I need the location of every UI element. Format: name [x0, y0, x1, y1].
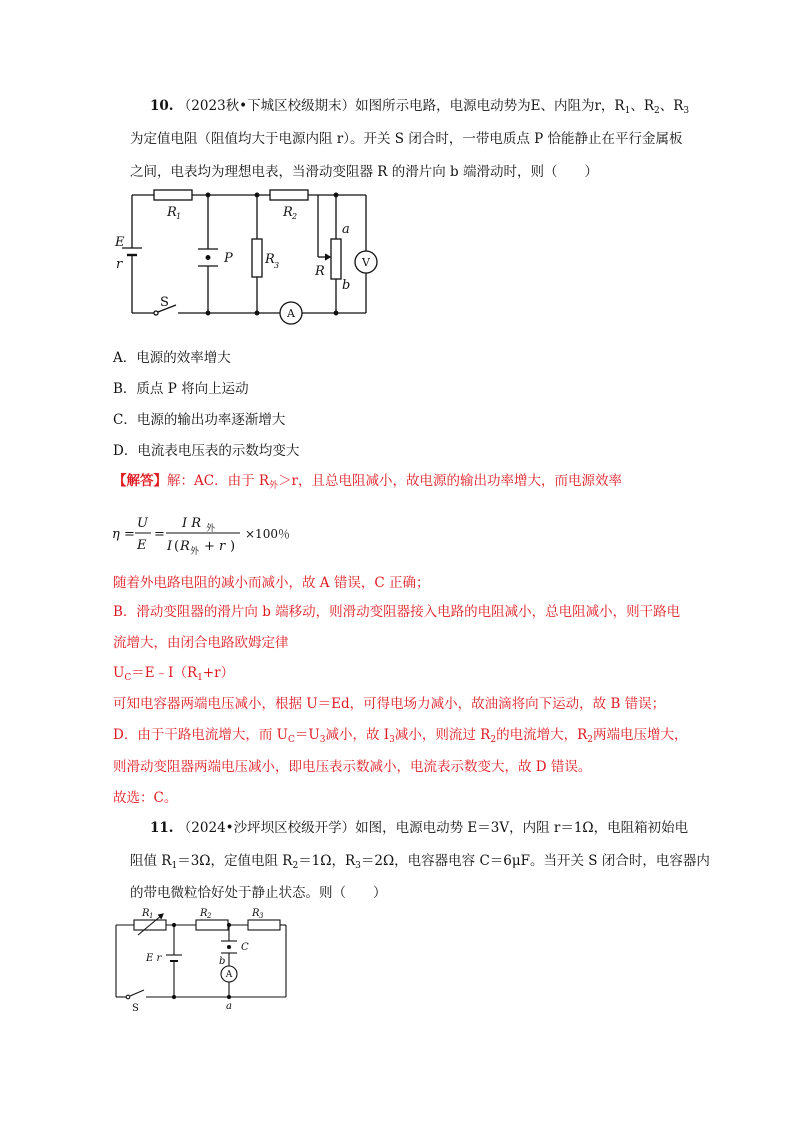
resistor-r3: [252, 239, 262, 277]
q10-number: 10.: [150, 98, 174, 114]
answer-d-line2: 则滑动变阻器两端电压减小，即电压表示数减小，电流表示数变大，故 D 错误。: [113, 759, 592, 775]
answer-tag: 【解答】: [113, 473, 167, 489]
svg-text:R: R: [315, 264, 325, 279]
answer-d-line1: D．由于干路电流增大，而 $U_C=U_3$减小，故 $I_3$减小，则流过 $R_2$的电流增大，$R_2$两端电压增大，: [113, 727, 688, 745]
svg-text:×100％: ×100％: [245, 527, 290, 541]
answer-b-line3: 可知电容器两端电压减小，根据 U＝Ed，可得电场力减小，故油滴将向下运动，故 B 错误；: [113, 696, 666, 712]
svg-text:R: R: [180, 539, 190, 554]
svg-text:a: a: [342, 222, 350, 237]
svg-text:b: b: [342, 278, 351, 293]
svg-text:V: V: [362, 256, 370, 269]
svg-text:+ r: + r: [204, 539, 226, 554]
svg-text:(: (: [174, 539, 180, 554]
q10-option-c[interactable]: C．电源的输出功率逐渐增大: [113, 412, 286, 428]
rheostat: [331, 239, 341, 279]
svg-text:3: 3: [259, 912, 264, 920]
svg-text:I: I: [167, 539, 173, 554]
answer-equation: $U_C=E﹣I(R_1+r)$: [113, 665, 235, 683]
svg-text:η: η: [112, 527, 120, 542]
svg-text:P: P: [224, 251, 233, 266]
svg-text:r: r: [116, 257, 123, 272]
svg-text:b: b: [219, 956, 226, 967]
svg-text:S: S: [160, 295, 169, 310]
svg-text:=: =: [154, 527, 165, 542]
svg-text:1: 1: [176, 212, 182, 221]
svg-text:=: =: [124, 527, 135, 542]
resistor-r3: [248, 920, 280, 930]
q10-option-a[interactable]: A．电源的效率增大: [113, 350, 231, 366]
svg-text:1: 1: [149, 912, 154, 920]
q10-option-b[interactable]: B．质点 P 将向上运动: [113, 381, 249, 397]
q11-number: 11.: [150, 820, 174, 836]
svg-text:E r: E r: [146, 953, 162, 964]
svg-text:U: U: [137, 516, 148, 531]
switch-blade: [130, 990, 144, 996]
q11-circuit-diagram: [108, 905, 298, 1015]
answer-choice: 故选：C。: [113, 790, 178, 806]
svg-text:R: R: [283, 205, 293, 220]
switch-pivot: [154, 311, 158, 315]
resistor-r2: [196, 920, 228, 930]
svg-text:2: 2: [292, 212, 298, 221]
svg-text:R: R: [142, 908, 150, 919]
efficiency-formula: [112, 510, 312, 556]
resistor-r1: [154, 190, 192, 200]
svg-text:A: A: [225, 970, 233, 980]
svg-text:a: a: [226, 1001, 232, 1012]
svg-text:3: 3: [274, 261, 280, 270]
q10-answer-intro: 【解答】解：AC．由于 $R_外>r$，且总电阻减小，故电源的输出功率增大，而电源效率: [113, 473, 623, 491]
svg-text:E: E: [115, 235, 125, 250]
resistor-r2: [270, 190, 308, 200]
q10-line1: 10. （2023秋•下城区校级期末）如图所示电路，电源电动势为E、内阻为r，$R_1$、$R_2$、$R_3$: [150, 98, 690, 116]
svg-text:A: A: [287, 307, 295, 320]
switch-pivot: [126, 995, 130, 999]
q11-line2: 阻值 $R_1=3\Omega$，定值电阻 $R_2=1\Omega$，$R_3=2\Omega$，电容器电容 C＝6μF。当开关 S 闭合时，电容器内: [130, 853, 710, 871]
answer-a-line: 随着外电路电阻的减小而减小，故 A 错误，C 正确；: [113, 575, 430, 591]
svg-text:R: R: [167, 205, 177, 220]
svg-text:外: 外: [206, 524, 216, 534]
svg-text:R: R: [252, 908, 260, 919]
q10-line3: 之间，电表均为理想电表，当滑动变阻器 R 的滑片向 b 端滑动时，则（ ）: [130, 164, 598, 180]
svg-text:R: R: [265, 252, 275, 267]
q10-option-d[interactable]: D．电流表电压表的示数均变大: [113, 443, 300, 459]
svg-text:R: R: [200, 908, 208, 919]
q11-line1: 11. （2024•沙坪坝区校级开学）如图，电源电动势 E＝3V，内阻 r＝1Ω，电阻箱初始电: [150, 820, 689, 836]
svg-text:C: C: [241, 942, 249, 953]
svg-text:): ): [230, 539, 236, 554]
q11-line3: 的带电微粒恰好处于静止状态。则（ ）: [130, 885, 387, 901]
svg-text:2: 2: [207, 912, 212, 920]
svg-text:外: 外: [190, 547, 200, 556]
svg-text:I R: I R: [182, 516, 202, 531]
svg-text:S: S: [132, 1003, 139, 1014]
svg-text:E: E: [137, 538, 147, 553]
q10-circuit-diagram: [110, 183, 390, 333]
answer-b-line1: B．滑动变阻器的滑片向 b 端移动，则滑动变阻器接入电路的电阻减小，总电阻减小，则干路电: [113, 604, 681, 620]
answer-b-line2: 流增大，由闭合电路欧姆定律: [113, 635, 289, 651]
q10-line2: 为定值电阻（阻值均大于电源内阻 r）。开关 S 闭合时，一带电质点 P 恰能静止在平行金属板: [130, 131, 683, 147]
